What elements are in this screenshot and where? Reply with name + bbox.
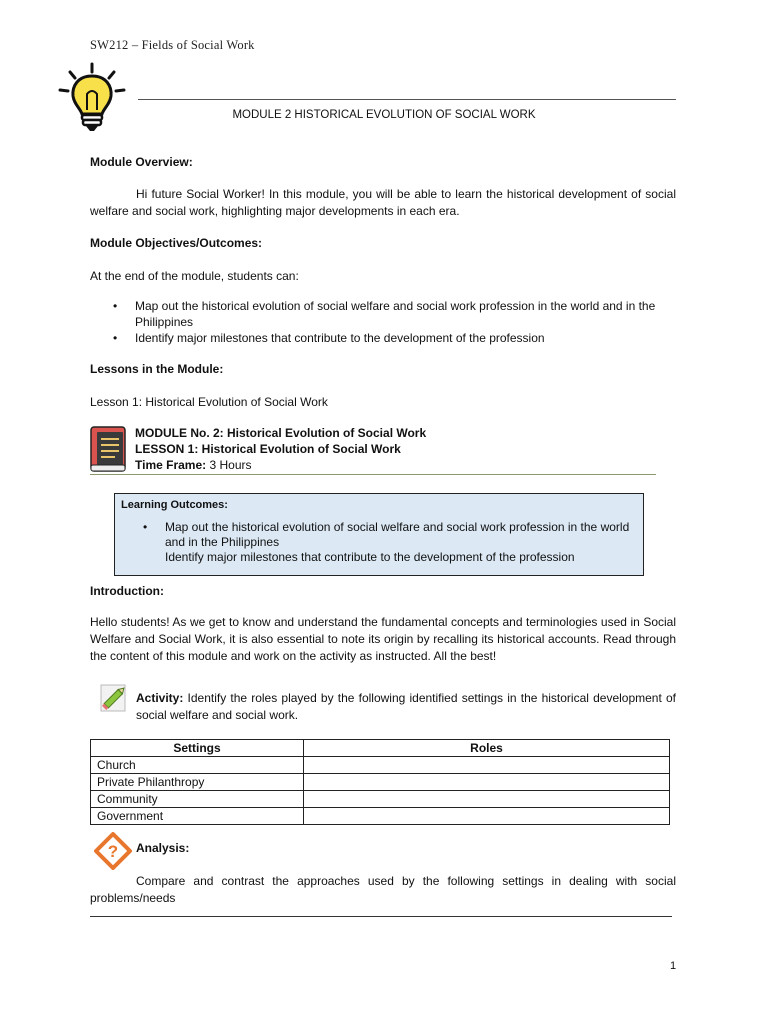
answer-line[interactable] [90,916,672,917]
roles-cell[interactable] [304,791,670,808]
analysis-text: Compare and contrast the approaches used by the following settings in dealing with social problems/needs [90,874,676,905]
roles-cell[interactable] [304,808,670,825]
question-icon [94,832,132,870]
overview-heading: Module Overview: [90,155,193,169]
learning-outcomes-box [114,493,644,576]
table-row: Government [91,808,670,825]
overview-paragraph [90,186,676,220]
objectives-intro: At the end of the module, students can: [90,269,299,283]
lesson-title-line: LESSON 1: Historical Evolution of Social Work [135,442,401,456]
roles-cell[interactable] [304,757,670,774]
list-item: • Map out the historical evolution of social welfare and social work profession in the world and in the Philippines [143,520,630,549]
introduction-text: Hello students! As we get to know and understand the fundamental concepts and terminologies used in Social Welfare and Social Work, it is also essential to note its origin by recalling its historical accounts. Read through the content of this module and work on the activity as instructed. All the best! [90,615,676,663]
table-row: Church [91,757,670,774]
list-item: Identify major milestones that contribute to the development of the profession [165,550,575,564]
analysis-heading: Analysis: [136,841,190,855]
settings-roles-table [90,739,670,825]
lessons-heading: Lessons in the Module: [90,362,224,376]
header-rule [138,99,676,100]
activity-paragraph [136,690,676,724]
book-icon [89,425,127,473]
objectives-list [113,298,675,346]
activity-label: Activity: [136,691,184,705]
table-row: Community [91,791,670,808]
list-item: • Map out the historical evolution of social welfare and social work profession in the world and in the Philippines [113,299,656,329]
document-header: SW212 – Fields of Social Work [90,38,255,52]
column-header-roles: Roles [304,740,670,757]
svg-text:?: ? [107,842,119,861]
learning-outcomes-label: Learning Outcomes: [121,499,228,511]
lesson-info [135,425,426,473]
table-header-row [91,740,670,757]
column-header-settings: Settings [91,740,304,757]
activity-text: Identify the roles played by the following identified settings in the historical development of social welfare and social work. [136,691,676,722]
roles-cell[interactable] [304,774,670,791]
table-row: Private Philanthropy [91,774,670,791]
lesson-module-line: MODULE No. 2: Historical Evolution of Social Work [135,426,427,440]
lesson-rule [90,474,656,475]
introduction-heading: Introduction: [90,584,164,598]
learning-outcomes-list [143,520,633,565]
pencil-icon [97,681,131,715]
time-frame: Time Frame: 3 Hours [135,458,252,472]
module-title: MODULE 2 HISTORICAL EVOLUTION OF SOCIAL WORK [232,109,536,121]
lesson-item: Lesson 1: Historical Evolution of Social Work [90,395,328,409]
list-item: • Identify major milestones that contribute to the development of the profession [113,331,545,345]
page-number: 1 [670,960,677,972]
objectives-heading: Module Objectives/Outcomes: [90,236,263,250]
analysis-paragraph [90,873,676,907]
lightbulb-icon [56,60,132,136]
overview-text: Hi future Social Worker! In this module, you will be able to learn the historical development of social welfare and social work, highlighting major developments in each era. [90,187,676,218]
